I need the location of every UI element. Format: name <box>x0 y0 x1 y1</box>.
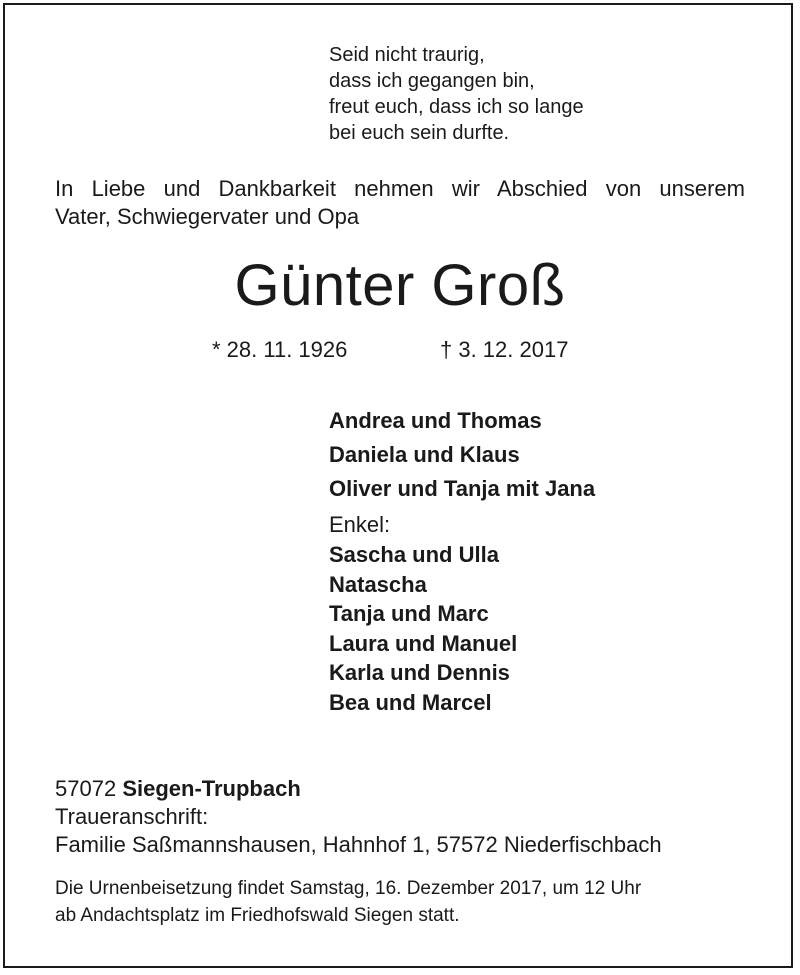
motto-line: bei euch sein durfte. <box>329 122 510 144</box>
grandchild-entry: Natascha <box>329 571 427 597</box>
mourning-address: Familie Saßmannshausen, Hahnhof 1, 57572 Niederfischbach <box>55 832 662 857</box>
grandchild-entry: Tanja und Marc <box>329 601 489 626</box>
grandchild-entry: Karla und Dennis <box>329 660 510 685</box>
city: Siegen-Trupbach <box>122 776 301 801</box>
death-date: † 3. 12. 2017 <box>440 337 569 362</box>
grandchildren-list <box>329 540 595 717</box>
intro-text <box>55 175 745 231</box>
postcode: 57072 <box>55 776 117 801</box>
motto-poem <box>329 42 584 146</box>
notice-line: Die Urnenbeisetzung findet Samstag, 16. Dezember 2017, um 12 Uhr <box>55 878 642 899</box>
motto-line: freut euch, dass ich so lange <box>329 96 584 118</box>
child-entry: Oliver und Tanja mit Jana <box>329 476 596 501</box>
location-line <box>55 775 662 803</box>
mourners-list <box>329 404 595 717</box>
burial-notice <box>55 875 641 929</box>
child-entry: Andrea und Thomas <box>329 408 542 433</box>
grandchild-entry: Sascha und Ulla <box>329 542 499 567</box>
grandchild-entry: Bea und Marcel <box>329 689 492 715</box>
address-block <box>55 775 662 859</box>
mourning-address-label: Traueranschrift: <box>55 804 209 829</box>
birth-date: * 28. 11. 1926 <box>212 337 348 362</box>
grandchild-entry: Laura und Manuel <box>329 630 518 656</box>
grandchildren-label: Enkel: <box>329 512 391 537</box>
intro-line: In Liebe und Dankbarkeit nehmen wir Abschied von unserem <box>55 176 745 201</box>
motto-line: dass ich gegangen bin, <box>329 70 535 92</box>
deceased-name: Günter Groß <box>234 253 566 318</box>
children-list <box>329 404 595 506</box>
child-entry: Daniela und Klaus <box>329 442 520 467</box>
intro-line: Vater, Schwiegervater und Opa <box>55 204 360 229</box>
notice-line: ab Andachtsplatz im Friedhofswald Siegen statt. <box>55 905 460 926</box>
motto-line: Seid nicht traurig, <box>329 44 485 66</box>
